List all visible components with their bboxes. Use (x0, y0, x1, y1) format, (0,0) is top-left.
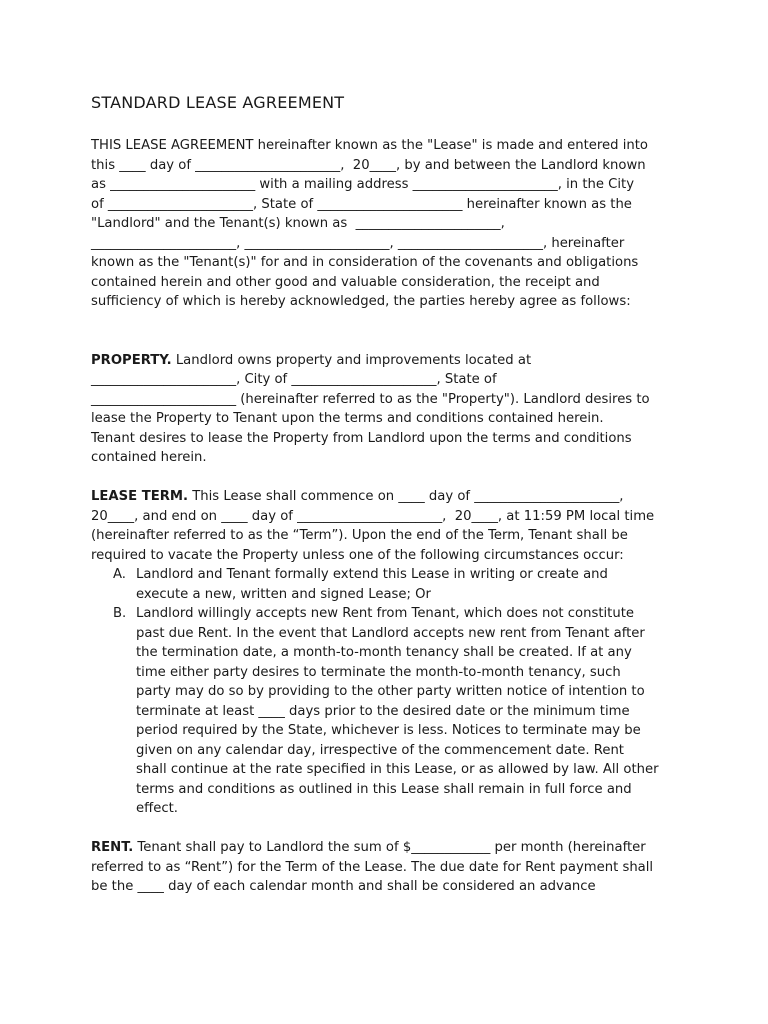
property-line: lease the Property to Tenant upon the terms and conditions contained herein. (91, 411, 604, 426)
intro-paragraph (91, 136, 691, 312)
list-item-line: past due Rent. In the event that Landlord accepts new rent from Tenant after (136, 625, 645, 641)
intro-line: ______________________, ______________________, ______________________, hereinafter (91, 235, 625, 251)
intro-line: of ______________________, State of ______________________ hereinafter known as the (91, 196, 632, 212)
list-item-line: time either party desires to terminate the month-to-month tenancy, such (136, 664, 621, 680)
list-item-line: given on any calendar day, irrespective of the commencement date. Rent (136, 742, 624, 758)
property-line: ______________________, City of ______________________, State of (91, 372, 497, 387)
lease-term-first-line (91, 487, 691, 507)
lease-term-heading: LEASE TERM. (91, 489, 189, 504)
rent-line: be the ____ day of each calendar month and shall be considered an advance (91, 879, 596, 894)
intro-line: sufficiency of which is hereby acknowledged, the parties hereby agree as follows: (91, 294, 631, 309)
lease-term-first-text: This Lease shall commence on ____ day of ______________________, (188, 489, 624, 504)
property-line: contained herein. (91, 450, 207, 465)
list-marker: A. (113, 567, 126, 582)
property-line: ______________________ (hereinafter referred to as the "Property"). Landlord desires to (91, 391, 650, 407)
property-first-line (91, 351, 691, 371)
rent-first-line (91, 838, 691, 858)
list-item-line: the termination date, a month-to-month tenancy shall be created. If at any (136, 645, 632, 660)
intro-line: as ______________________ with a mailing address ______________________, in the City (91, 177, 635, 192)
list-marker: B. (113, 606, 127, 621)
list-item-line: period required by the State, whichever is less. Notices to terminate may be (136, 723, 641, 738)
rent-line: referred to as “Rent”) for the Term of the Lease. The due date for Rent payment shall (91, 859, 654, 875)
intro-line: this ____ day of ______________________, 20____, by and between the Landlord known (91, 157, 646, 173)
intro-line: THIS LEASE AGREEMENT hereinafter known as the "Lease" is made and entered into (91, 138, 648, 153)
document-title: STANDARD LEASE AGREEMENT (91, 93, 345, 112)
lease-term-line: 20____, and end on ____ day of ______________________, 20____, at 11:59 PM local time (91, 508, 655, 524)
lease-term-line: required to vacate the Property unless one of the following circumstances occur: (91, 547, 624, 563)
list-item-line: party may do so by providing to the other party written notice of intention to (136, 684, 645, 699)
list-item-line: terms and conditions as outlined in this Lease shall remain in full force and (136, 781, 632, 797)
lease-term-line: (hereinafter referred to as the “Term”). Upon the end of the Term, Tenant shall be (91, 528, 628, 543)
list-item-line: Landlord and Tenant formally extend this Lease in writing or create and (136, 567, 608, 582)
rent-heading: RENT. (91, 840, 134, 855)
property-line: Tenant desires to lease the Property from Landlord upon the terms and conditions (91, 430, 632, 446)
list-item-line: shall continue at the rate specified in this Lease, or as allowed by law. All other (136, 762, 659, 777)
property-heading: PROPERTY. (91, 352, 172, 368)
list-item-line: Landlord willingly accepts new Rent from Tenant, which does not constitute (136, 606, 634, 621)
list-item-a (91, 565, 691, 604)
intro-line: contained herein and other good and valuable consideration, the receipt and (91, 274, 600, 290)
list-item-b (91, 604, 691, 819)
rent-section (91, 838, 691, 897)
lease-term-section (91, 487, 691, 819)
intro-line: known as the "Tenant(s)" for and in consideration of the covenants and obligations (91, 255, 639, 270)
property-section (91, 351, 691, 468)
list-item-line: effect. (136, 801, 178, 816)
list-item-line: execute a new, written and signed Lease; Or (136, 586, 431, 602)
lease-document (91, 93, 691, 897)
intro-line: "Landlord" and the Tenant(s) known as ______________________, (91, 216, 505, 231)
property-first-text: Landlord owns property and improvements located at (171, 352, 532, 368)
rent-first-text: Tenant shall pay to Landlord the sum of $____________ per month (hereinafter (133, 840, 646, 855)
list-item-line: terminate at least ____ days prior to the desired date or the minimum time (136, 703, 630, 719)
